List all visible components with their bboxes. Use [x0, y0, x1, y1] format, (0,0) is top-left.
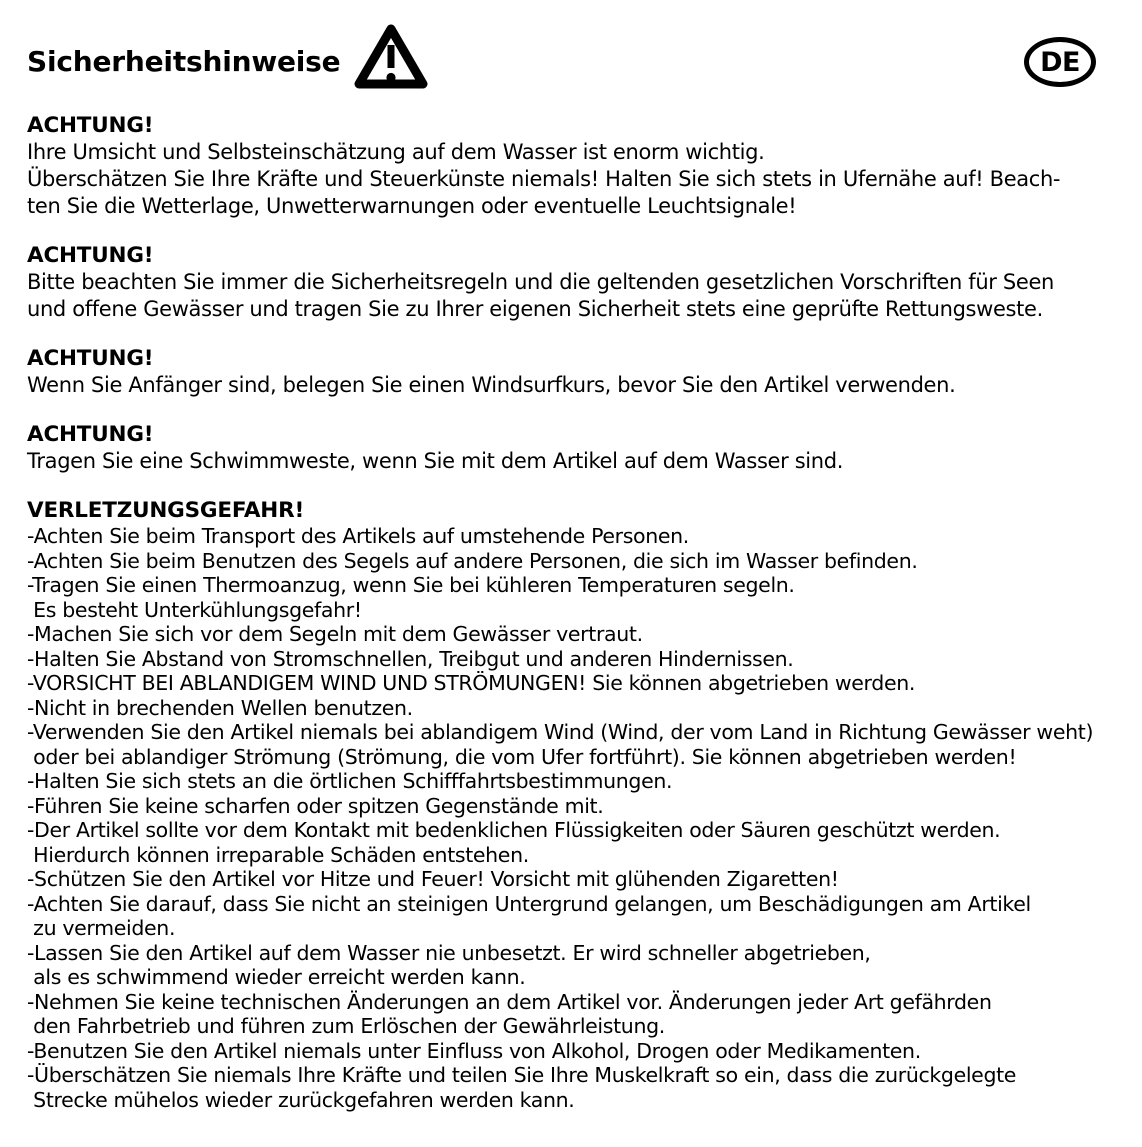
warning-list-section [27, 497, 1120, 1112]
list-line: -Benutzen Sie den Artikel niemals unter Einfluss von Alkohol, Drogen oder Medikamenten. [27, 1038, 921, 1063]
list-line: Es besteht Unterkühlungsgefahr! [27, 597, 362, 622]
list-line: -Verwenden Sie den Artikel niemals bei ablandigem Wind (Wind, der vom Land in Richtung Gewässer weht) [27, 720, 1094, 744]
paragraph-line: Ihre Umsicht und Selbsteinschätzung auf dem Wasser ist enorm wichtig. [27, 140, 765, 164]
list-line: -Achten Sie beim Transport des Artikels auf umstehende Personen. [27, 524, 689, 548]
list-line: -Machen Sie sich vor dem Segeln mit dem Gewässer vertraut. [27, 622, 643, 646]
list-line: -Überschätzen Sie niemals Ihre Kräfte und teilen Sie Ihre Muskelkraft so ein, dass die zurückgelegte [27, 1063, 1017, 1087]
warning-section [27, 242, 1120, 323]
list-line: oder bei ablandiger Strömung (Strömung, die vom Ufer fortführt). Sie können abgetrieben werden! [27, 744, 1017, 769]
list-line: -Führen Sie keine scharfen oder spitzen Gegenstände mit. [27, 793, 604, 818]
language-badge: DE [1024, 37, 1096, 87]
paragraph-line: Tragen Sie eine Schwimmweste, wenn Sie mit dem Artikel auf dem Wasser sind. [27, 449, 844, 473]
list-line: Hierdurch können irreparable Schäden entstehen. [27, 842, 529, 867]
list-line: -Halten Sie sich stets an die örtlichen Schifffahrtsbestimmungen. [27, 769, 673, 793]
list-line: -Nicht in brechenden Wellen benutzen. [27, 695, 413, 720]
list-line: Strecke mühelos wieder zurückgefahren werden kann. [27, 1087, 575, 1112]
list-line: -Nehmen Sie keine technischen Änderungen an dem Artikel vor. Änderungen jeder Art gefährden [27, 989, 992, 1014]
section-heading: ACHTUNG! [27, 346, 154, 371]
list-line: -Tragen Sie einen Thermoanzug, wenn Sie bei kühleren Temperaturen segeln. [27, 573, 795, 597]
list-line: -Schützen Sie den Artikel vor Hitze und Feuer! Vorsicht mit glühenden Zigaretten! [27, 867, 839, 891]
warning-section [27, 421, 1120, 475]
warning-triangle-icon [354, 22, 428, 96]
list-line: den Fahrbetrieb und führen zum Erlöschen der Gewährleistung. [27, 1014, 665, 1038]
paragraph-line: und offene Gewässer und tragen Sie zu Ihrer eigenen Sicherheit stets eine geprüfte Rettungsweste. [27, 297, 1043, 321]
paragraph-line: Wenn Sie Anfänger sind, belegen Sie einen Windsurfkurs, bevor Sie den Artikel verwenden. [27, 373, 956, 397]
list-line: zu vermeiden. [27, 916, 176, 940]
warning-section [27, 112, 1120, 220]
section-heading: VERLETZUNGSGEFAHR! [27, 498, 305, 523]
list-line: als es schwimmend wieder erreicht werden kann. [27, 965, 526, 989]
section-heading: ACHTUNG! [27, 422, 154, 447]
header-row [27, 26, 1120, 96]
list-line: -Achten Sie beim Benutzen des Segels auf andere Personen, die sich im Wasser befinden. [27, 548, 918, 573]
list-line: -Der Artikel sollte vor dem Kontakt mit bedenklichen Flüssigkeiten oder Säuren geschützt werden. [27, 818, 1001, 842]
section-heading: ACHTUNG! [27, 243, 154, 268]
paragraph-line: ten Sie die Wetterlage, Unwetterwarnungen oder eventuelle Leuchtsignale! [27, 194, 797, 218]
list-line: -Achten Sie darauf, dass Sie nicht an steinigen Untergrund gelangen, um Beschädigungen am Artikel [27, 891, 1031, 916]
warning-section [27, 345, 1120, 399]
paragraph-line: Bitte beachten Sie immer die Sicherheitsregeln und die geltenden gesetzlichen Vorschriften für Seen [27, 270, 1054, 294]
section-heading: ACHTUNG! [27, 113, 154, 138]
list-line: -Lassen Sie den Artikel auf dem Wasser nie unbesetzt. Er wird schneller abgetrieben, [27, 940, 871, 965]
content [27, 112, 1120, 1112]
list-line: -VORSICHT BEI ABLANDIGEM WIND UND STRÖMUNGEN! Sie können abgetrieben werden. [27, 671, 916, 695]
list-line: -Halten Sie Abstand von Stromschnellen, Treibgut und anderen Hindernissen. [27, 646, 794, 671]
page-title: Sicherheitshinweise [27, 44, 341, 78]
paragraph-line: Überschätzen Sie Ihre Kräfte und Steuerkünste niemals! Halten Sie sich stets in Ufernähe auf! Beach- [27, 167, 1061, 191]
